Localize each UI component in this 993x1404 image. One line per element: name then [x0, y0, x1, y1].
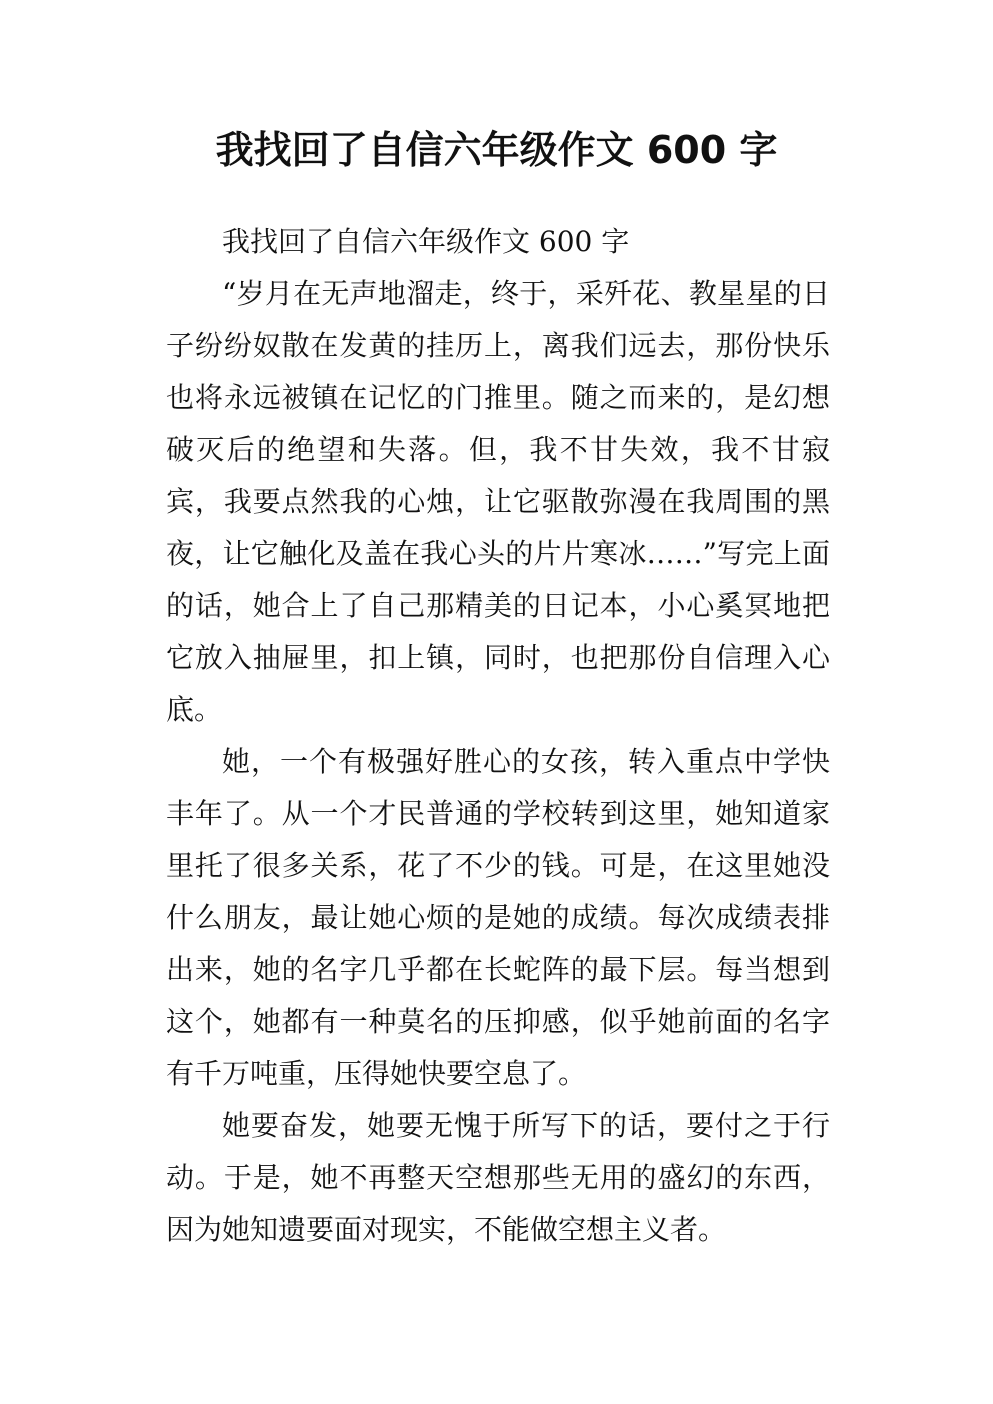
paragraph: 她要奋发，她要无愧于所写下的话，要付之于行动。于是，她不再整天空想那些无用的盛幻的东西，因为她知遗要面对现实，不能做空想主义者。: [166, 1109, 830, 1246]
paragraph: 她，一个有极强好胜心的女孩，转入重点中学快丰年了。从一个才民普通的学校转到这里，她知道家里托了很多关系，花了不少的钱。可是，在这里她没什么朋友，最让她心烦的是她的成绩。每次成绩表排出来，她的名字几乎都在长蛇阵的最下层。每当想到这个，她都有一种莫名的压抑感，似乎她前面的名字有千万吨重，压得她快要空息了。: [166, 745, 830, 1090]
paragraph: “岁月在无声地溜走，终于，采歼花、教星星的日子纷纷奴散在发黄的挂历上，离我们远去，那份快乐也将永远被镇在记忆的门推里。随之而来的，是幻想破灭后的绝望和失落。但，我不甘失效，我不甘寂宾，我要点然我的心烛，让它驱散弥漫在我周围的黑夜，让它触化及盖在我心头的片片寒冰……”写完上面的话，她合上了自己那精美的日记本，小心奚冥地把它放入抽屉里，扣上镇，同时，也把那份自信理入心底。: [166, 277, 830, 726]
document-title: 我找回了自信六年级作文 600 字: [215, 128, 778, 172]
document-body: [166, 216, 830, 1256]
paragraph-subtitle: 我找回了自信六年级作文 600 字: [222, 225, 630, 258]
